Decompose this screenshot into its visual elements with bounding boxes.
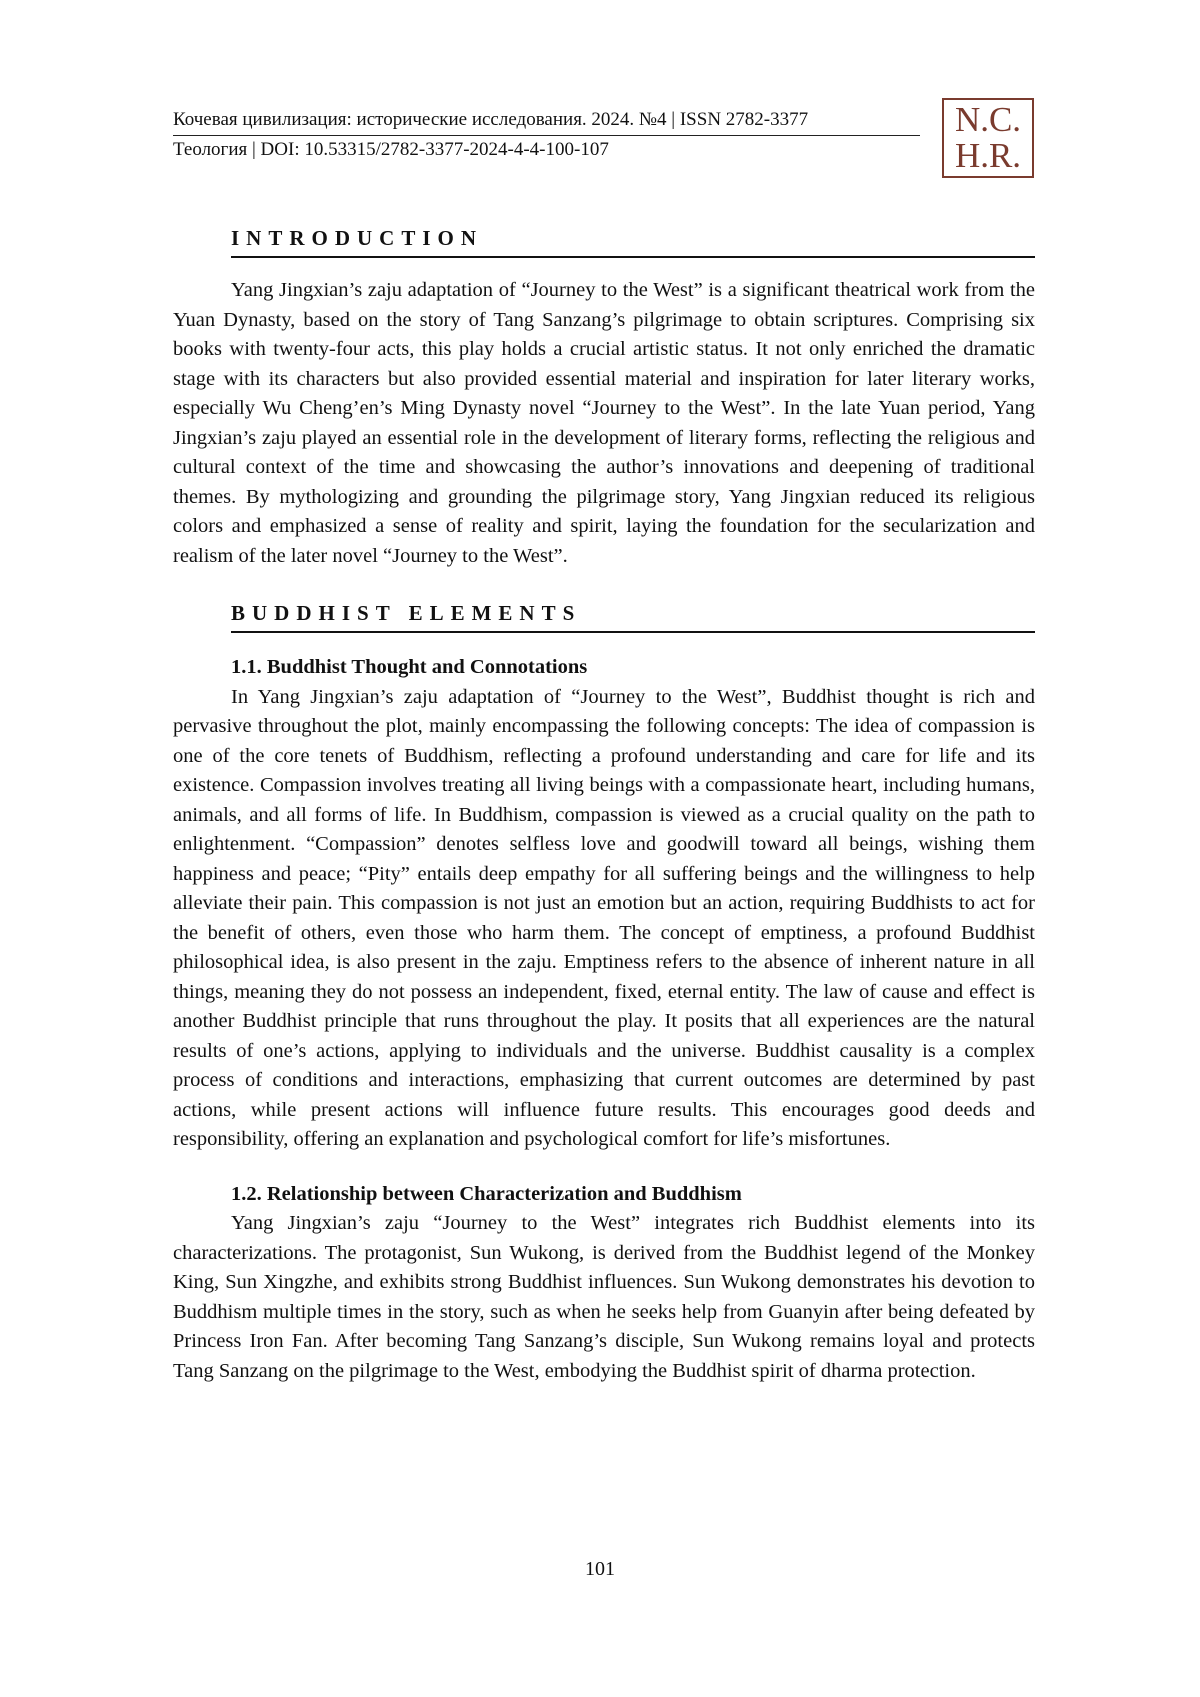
section-title-buddhist-elements: BUDDHIST ELEMENTS bbox=[231, 601, 582, 625]
subsection-paragraph-1-1: In Yang Jingxian’s zaju adaptation of “Journey to the West”, Buddhist thought is rich and pervasive throughout the plot, mainly encompassing the following concepts: The idea of compassion is one of the core tenets of Buddhism, reflecting a profound understanding and care for life and its existence. Compassion involves treating all living beings with a compassionate heart, including humans, animals, and all forms of life. In Buddhism, compassion is viewed as a crucial quality on the path to enlightenment. “Compassion” denotes selfless love and goodwill toward all beings, wishing them happiness and peace; “Pity” entails deep empathy for all suffering beings and the willingness to help alleviate their pain. This compassion is not just an emotion but an action, requiring Buddhists to act for the benefit of others, even those who harm them. The concept of emptiness, a profound Buddhist philosophical idea, is also present in the zaju. Emptiness refers to the absence of inherent nature in all things, meaning they do not possess an independent, fixed, eternal entity. The law of cause and effect is another Buddhist principle that runs throughout the play. It posits that all experiences are the natural results of one’s actions, applying to individuals and the universe. Buddhist causality is a complex process of conditions and interactions, emphasizing that current outcomes are determined by past actions, while present actions will influence future results. This encourages good deeds and responsibility, offering an explanation and psychological comfort for life’s misfortunes. bbox=[173, 685, 1035, 1150]
doi-line: Теология | DOI: 10.53315/2782-3377-2024-4-4-100-107 bbox=[173, 139, 609, 160]
header-rule bbox=[173, 135, 920, 136]
journal-logo bbox=[942, 98, 1034, 178]
logo-line-1: N.C. bbox=[954, 100, 1022, 139]
subsection-title-1-2: 1.2. Relationship between Characterization and Buddhism bbox=[231, 1182, 742, 1205]
subsection-paragraph-1-2: Yang Jingxian’s zaju “Journey to the West” integrates rich Buddhist elements into its characterizations. The protagonist, Sun Wukong, is derived from the Buddhist legend of the Monkey King, Sun Xingzhe, and exhibits strong Buddhist influences. Sun Wukong demonstrates his devotion to Buddhism multiple times in the story, such as when he seeks help from Guanyin after being defeated by Princess Iron Fan. After becoming Tang Sanzang’s disciple, Sun Wukong remains loyal and protects Tang Sanzang on the pilgrimage to the West, embodying the Buddhist spirit of dharma protection. bbox=[173, 1212, 1035, 1382]
journal-line: Кочевая цивилизация: исторические исследования. 2024. №4 | ISSN 2782-3377 bbox=[173, 109, 809, 130]
article-body bbox=[173, 224, 1035, 1386]
running-header bbox=[173, 108, 920, 162]
logo-line-2: H.R. bbox=[954, 136, 1022, 175]
page-number: 101 bbox=[585, 1558, 615, 1580]
subsection-title-1-1: 1.1. Buddhist Thought and Connotations bbox=[231, 656, 588, 678]
section-title-introduction: INTRODUCTION bbox=[231, 226, 484, 250]
introduction-paragraph: Yang Jingxian’s zaju adaptation of “Journey to the West” is a significant theatrical work from the Yuan Dynasty, based on the story of Tang Sanzang’s pilgrimage to obtain scriptures. Comprising six books with twenty-four acts, this play holds a crucial artistic status. It not only enriched the dramatic stage with its characters but also provided essential material and inspiration for later literary works, especially Wu Cheng’en’s Ming Dynasty novel “Journey to the West”. In the late Yuan period, Yang Jingxian’s zaju played an essential role in the development of literary forms, reflecting the religious and cultural context of the time and showcasing the author’s innovations and deepening of traditional themes. By mythologizing and grounding the pilgrimage story, Yang Jingxian reduced its religious colors and emphasized a sense of reality and spirit, laying the foundation for the secularization and realism of the later novel “Journey to the West”. bbox=[173, 279, 1035, 567]
